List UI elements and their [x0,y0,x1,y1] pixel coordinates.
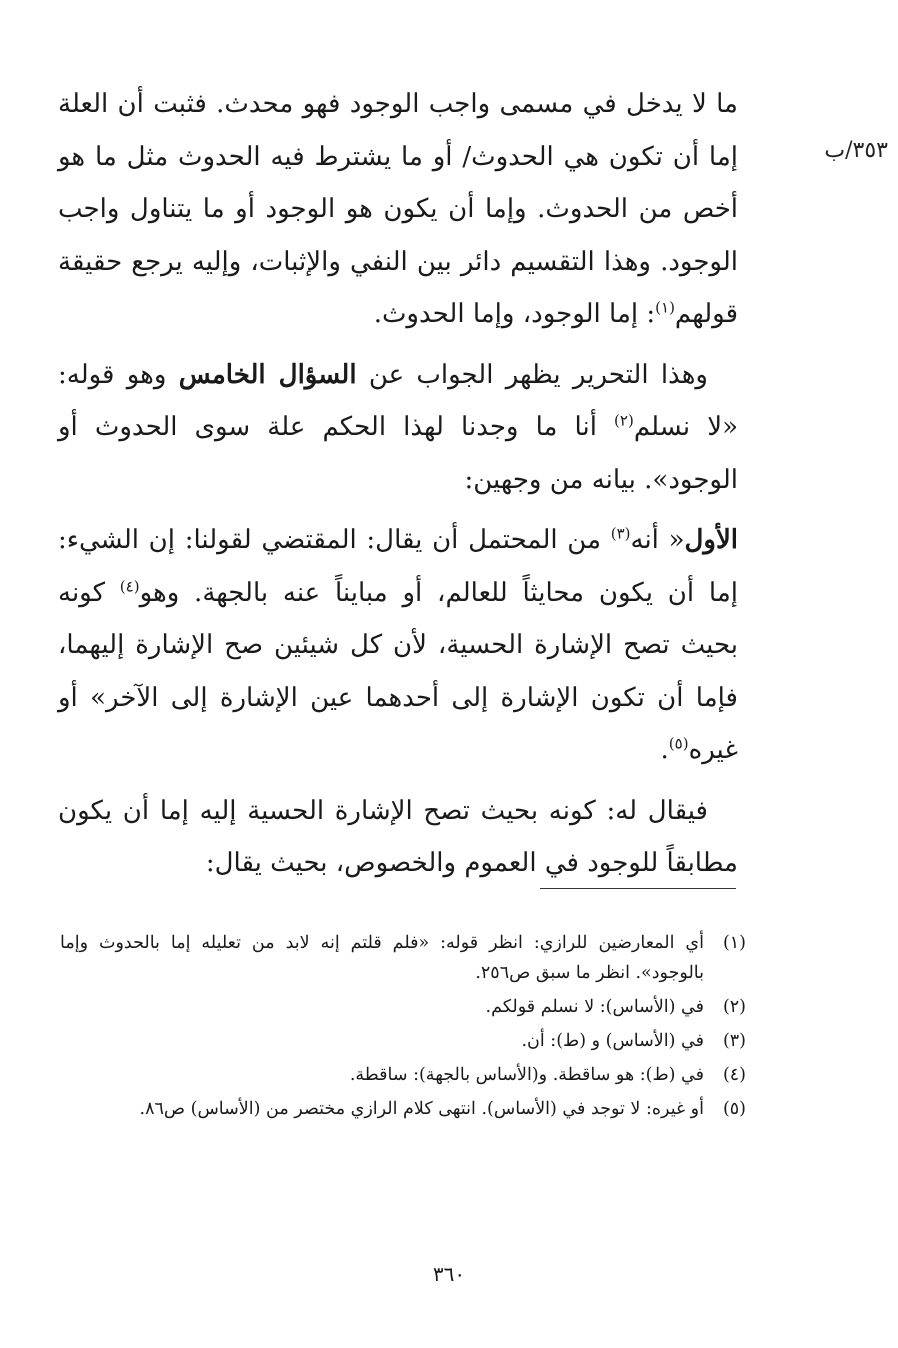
paragraph-1 [58,78,738,341]
footnote-ref-2[interactable]: (٢) [614,411,634,430]
footnote-number: (٣) [722,1031,746,1051]
footnote-number: (١) [722,933,746,953]
footnote-text: في (ط): هو ساقطة. و(الأساس بالجهة): ساقطة. [349,1065,704,1085]
footnote-number: (٢) [722,997,746,1017]
paragraph-4 [58,785,738,890]
footnote-ref-4[interactable]: (٤) [119,576,140,595]
footnotes [60,928,746,1128]
footnote-text: في (الأساس): لا نسلم قولكم. [485,997,704,1017]
paragraph-3-text-a: « أنه [630,525,685,555]
footnote-ref-1[interactable]: (١) [655,298,675,317]
footnote-text: أي المعارضين للرازي: انظر قوله: «فلم قلتم إنه لابد من تعليله إما بالحدوث وإما بالوجود». انظر ما سبق ص٢٥٦. [60,933,704,983]
paragraph-1-end: : إما الوجود، وإما الحدوث. [373,299,656,329]
paragraph-3-text-b: من المحتمل أن يقال: المقتضي لقولنا: إن الشيء: إما أن يكون محايثاً للعالم، أو مبايناً عنه بالجهة. وهو [58,525,738,608]
paragraph-4-text: فيقال له: كونه بحيث تصح الإشارة الحسية إليه إما أن يكون مطابقاً للوجود في العموم والخصوص، بحيث يقال: [58,795,738,878]
paragraph-3-text-d: . [660,735,669,765]
footnote-text: في (الأساس) و (ط): أن. [521,1031,704,1051]
manuscript-folio-note: ٣٥٣/ب [824,138,888,163]
footnote-ref-5[interactable]: (٥) [668,734,689,753]
footnote-2 [60,992,746,1022]
footnote-ref-3[interactable]: (٣) [610,524,631,543]
paragraph-3-bold: الأول [684,525,738,555]
paragraph-2-text-b: وهو قوله: «لا نسلم [58,359,738,442]
paragraph-1-text: ما لا يدخل في مسمى واجب الوجود فهو محدث. فثبت أن العلة إما أن تكون هي الحدوث/ أو ما يشترط فيه الحدوث مثل ما هو أخص من الحدوث. وإما أن يكون هو الوجود أو ما يتناول واجب الوجود. وهذا التقسيم دائر بين النفي والإثبات، وإليه يرجع حقيقة قولهم [58,89,738,329]
paragraph-2 [58,349,738,507]
footnote-4 [60,1060,746,1090]
paragraph-2-text-a: وهذا التحرير يظهر الجواب عن [356,359,708,390]
footnote-divider [540,888,736,889]
paragraph-2-bold: السؤال الخامس [178,359,357,390]
paragraph-3 [58,514,738,777]
main-text [58,78,738,890]
footnote-3 [60,1026,746,1056]
footnote-number: (٥) [722,1099,746,1119]
footnote-5 [60,1094,746,1124]
paragraph-2-text-c: أنا ما وجدنا لهذا الحكم علة سوى الحدوث أو الوجود». بيانه من وجهين: [58,412,738,495]
footnote-number: (٤) [722,1065,746,1085]
page-number: ٣٦٠ [432,1262,466,1286]
footnote-text: أو غيره: لا توجد في (الأساس). انتهى كلام الرازي مختصر من (الأساس) ص٨٦. [139,1099,704,1119]
footnote-1 [60,928,746,988]
paragraph-3-text-c: كونه بحيث تصح الإشارة الحسية، لأن كل شيئين صح الإشارة إليهما، فإما أن تكون الإشارة إلى أحدهما عين الإشارة إلى الآخر» أو غيره [58,577,738,765]
